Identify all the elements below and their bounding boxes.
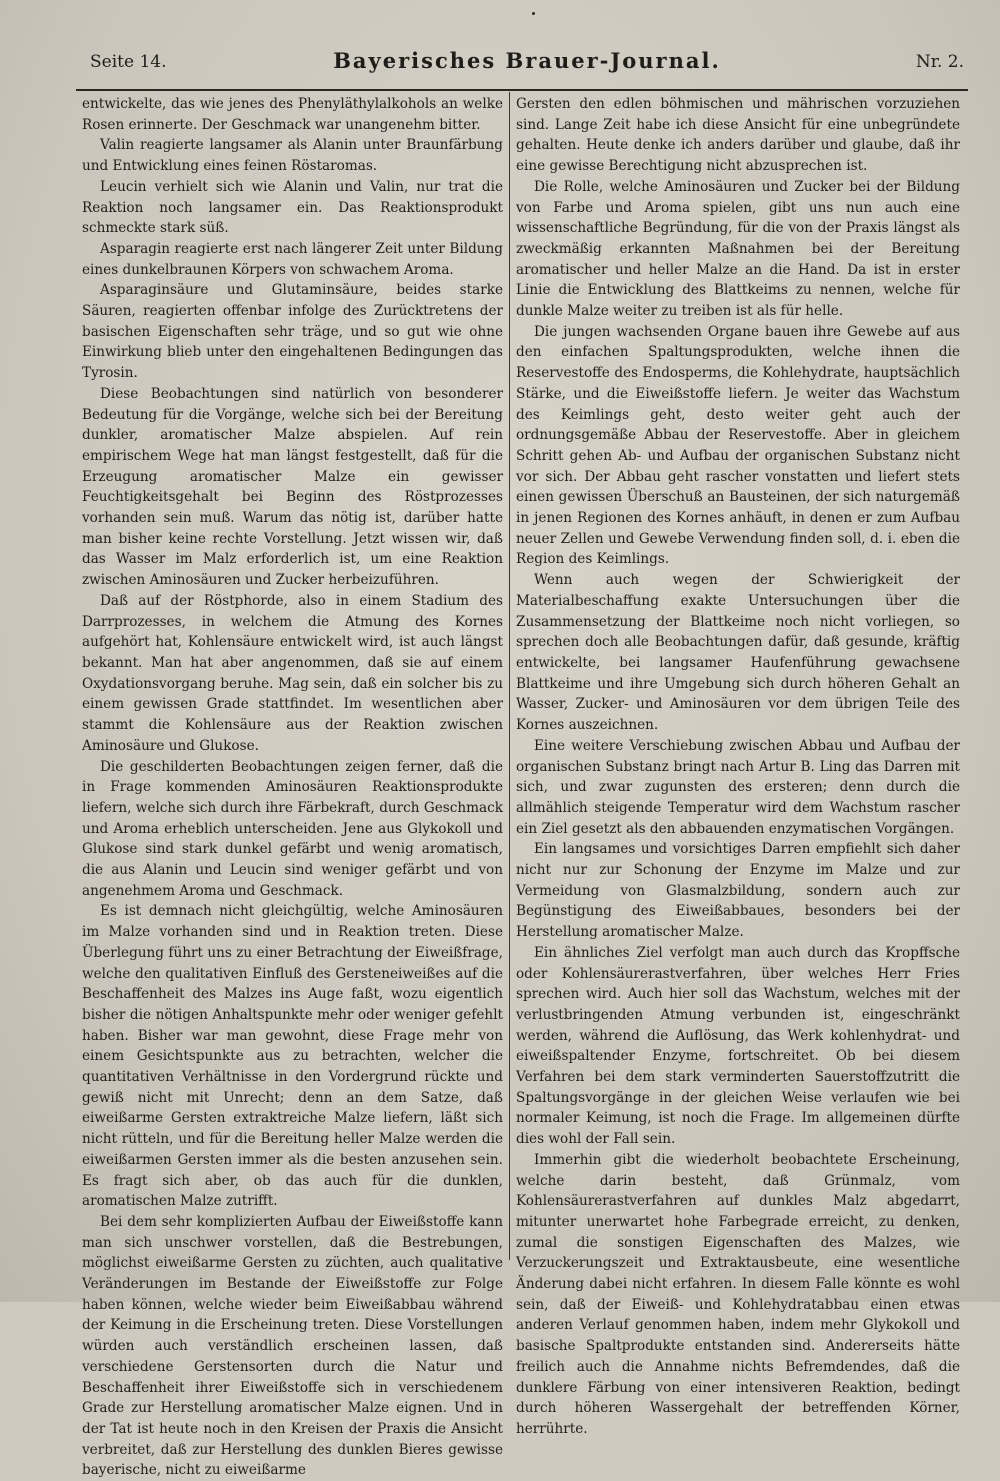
paragraph: Ein ähnliches Ziel verfolgt man auch durch das Kropffsche oder Kohlensäurerastverfahren, über welches Herr Fries sprechen wird. Auch hier soll das Wachstum, welches mit der verlustbringenden Atmung verbunden ist, eingeschränkt werden, während die Auflösung, das Werk kohlenhydrat- und eiweißspaltender Enzyme, fortschreitet. Ob bei diesem Verfahren bei dem stark verminderten Sauerstoffzutritt die Spaltungsvorgänge in der gleichen Weise verlaufen wie bei normaler Keimung, ist noch die Frage. Im allgemeinen dürfte dies wohl der Fall sein.: [516, 944, 960, 1148]
paragraph: Die geschilderten Beobachtungen zeigen ferner, daß die in Frage kommenden Aminosäuren Reaktionsprodukte liefern, welche sich durch ihre Färbekraft, durch Geschmack und Aroma erheblich unterscheiden. Jene aus Glykokoll und Glukose sind stark dunkel gefärbt und wenig aromatisch, die aus Alanin und Leucin sind weniger gefärbt und von angenehmem Aroma und Geschmack.: [82, 758, 503, 899]
paragraph: Valin reagierte langsamer als Alanin unter Braunfärbung und Entwicklung eines feinen Röstaromas.: [82, 137, 503, 175]
paragraph: Eine weitere Verschiebung zwischen Abbau und Aufbau der organischen Substanz bringt nach Artur B. Ling das Darren mit sich, und zwar zugunsten des ersteren; denn durch die allmählich steigende Temperatur wird dem Wachstum rascher ein Ziel gesetzt als den abbauenden enzymatischen Vorgängen.: [516, 737, 960, 837]
paragraph: Asparaginsäure und Glutaminsäure, beides starke Säuren, reagierten offenbar infolge des Zurücktretens der basischen Eigenschaften sehr träge, und so gut wie ohne Einwirkung blieb unter den eingehaltenen Bedingungen das Tyrosin.: [82, 282, 503, 382]
paragraph: Ein langsames und vorsichtiges Darren empfiehlt sich daher nicht nur zur Schonung der Enzyme im Malze und zur Vermeidung von Glasmalzbildung, sondern auch zur Begünstigung des Eiweißabbaues, besonders bei der Herstellung aromatischer Malze.: [516, 841, 960, 941]
paragraph: Bei dem sehr komplizierten Aufbau der Eiweißstoffe kann man sich unschwer vorstellen, daß die Bestrebungen, möglichst eiweißarme Gersten zu züchten, auch qualitative Veränderungen im Bestande der Eiweißstoffe zur Folge haben können, welche wieder beim Eiweißabbau während der Keimung in die Erscheinung treten. Diese Vorstellungen würden auch verständlich erscheinen lassen, daß verschiedene Gerstensorten durch die Natur und Beschaffenheit ihrer Eiweißstoffe sich in verschiedenem Grade zur Herstellung aromatischer Malze eignen. Und in der Tat ist heute noch in den Kreisen der Praxis die Ansicht verbreitet, daß zur Herstellung des dunklen Bieres gewisse bayerische, nicht zu eiweißarme: [82, 1213, 503, 1479]
paragraph: Daß auf der Röstphorde, also in einem Stadium des Darrprozesses, in welchem die Atmung des Kornes aufgehört hat, Kohlensäure entwickelt wird, ist auch längst bekannt. Man hat aber angenommen, daß sie auf einem Oxydationsvorgang beruhe. Mag sein, daß ein solcher bis zu einem gewissen Grade stattfindet. Im wesentlichen aber stammt die Kohlensäure aus der Reaktion zwischen Aminosäure und Glukose.: [82, 592, 503, 754]
paragraph: Leucin verhielt sich wie Alanin und Valin, nur trat die Reaktion noch langsamer ein. Das Reaktionsprodukt schmeckte stark süß.: [82, 178, 503, 237]
column-divider: [509, 92, 510, 1260]
paragraph: Wenn auch wegen der Schwierigkeit der Materialbeschaffung exakte Untersuchungen über die Zusammensetzung der Blattkeime noch nicht vorliegen, so sprechen doch alle Beobachtungen dafür, daß gesunde, kräftig entwickelte, bei langsamer Haufenführung gewachsene Blattkeime und ihre Umgebung sich durch höheren Gehalt an Wasser, Zucker- und Aminosäuren vor dem übrigen Teile des Kornes auszeichnen.: [516, 572, 960, 734]
page-number: Seite 14.: [90, 52, 167, 72]
paragraph: Es ist demnach nicht gleichgültig, welche Aminosäuren im Malze vorhanden sind und in Reaktion treten. Diese Überlegung führt uns zu einer Betrachtung der Eiweißfrage, welche den qualitativen Einfluß des Gersteneiweißes auf die Beschaffenheit des Malzes ins Auge faßt, wozu eigentlich bisher die nötigen Anhaltspunkte mehr oder weniger gefehlt haben. Bisher war man gewohnt, diese Frage mehr von einem Gesichtspunkte aus zu betrachten, welcher die quantitativen Verhältnisse in den Vordergrund rückte und gewiß nicht mit Unrecht; denn an dem Satze, daß eiweißarme Gersten extraktreiche Malze liefern, läßt sich nicht rütteln, und für die Bereitung heller Malze werden die eiweißarmen Gersten immer als die besten anzusehen sein. Es fragt sich aber, ob das auch für die dunklen, aromatischen Malze zutrifft.: [82, 903, 503, 1210]
page-header: [90, 46, 964, 82]
paragraph: Die Rolle, welche Aminosäuren und Zucker bei der Bildung von Farbe und Aroma spielen, gibt uns nun auch eine wissenschaftliche Begründung, für die von der Praxis längst als zweckmäßig erkannten Maßnahmen bei der Bereitung aromatischer und heller Malze an die Hand. Da ist in erster Linie die Entwicklung des Blattkeims zu nennen, welche für dunkle Malze weiter zu treiben ist als für helle.: [516, 178, 960, 320]
paragraph: Immerhin gibt die wiederholt beobachtete Erscheinung, welche darin besteht, daß Grünmalz, vom Kohlensäurerastverfahren auf dunkles Malz abgedarrt, mitunter unerwartet hohe Farbegrade erreicht, zu denken, zumal die sonstigen Eigenschaften des Malzes, wie Verzuckerungszeit und Extraktausbeute, eine wesentliche Änderung dabei nicht erfahren. In diesem Falle könnte es wohl sein, daß der Eiweiß- und Kohlehydratabbau einen etwas anderen Verlauf genommen haben, indem mehr Glykokoll und basische Spaltprodukte entstanden sind. Andererseits hätte freilich auch die Annahme nichts Befremdendes, daß die dunklere Färbung von einer intensiveren Reaktion, bedingt durch höheren Wassergehalt der betreffenden Körner, herrührte.: [516, 1151, 960, 1437]
paragraph: Asparagin reagierte erst nach längerer Zeit unter Bildung eines dunkelbraunen Körpers von schwachem Aroma.: [82, 240, 503, 278]
journal-title: Bayerisches Brauer-Journal.: [333, 48, 721, 73]
paragraph: entwickelte, das wie jenes des Phenyläthylalkohols an welke Rosen erinnerte. Der Geschmack war unangenehm bitter.: [82, 96, 503, 133]
header-rule: [76, 89, 968, 91]
left-column: [82, 94, 503, 1479]
paragraph: Die jungen wachsenden Organe bauen ihre Gewebe auf aus den einfachen Spaltungsprodukten, welche ihnen die Reservestoffe des Endosperms, die Kohlehydrate, hauptsächlich Stärke, und die Eiweißstoffe liefern. Je weiter das Wachstum des Keimlings geht, desto weiter geht auch der ordnungsgemäße Abbau der Reservestoffe. Aber in gleichem Schritt gehen Ab- und Aufbau der organischen Substanz nicht vor sich. Der Abbau geht rascher vonstatten und liefert stets einen gewissen Überschuß an Bausteinen, der sich naturgemäß in jenen Regionen des Kornes anhäuft, in denen er zum Aufbau neuer Zellen und Gewebe Verwendung finden soll, d. i. eben die Region des Keimlings.: [516, 323, 960, 568]
paragraph: Diese Beobachtungen sind natürlich von besonderer Bedeutung für die Vorgänge, welche sich bei der Bereitung dunkler, aromatischer Malze abspielen. Auf rein empirischem Wege hat man längst festgestellt, daß für die Erzeugung aromatischer Malze ein gewisser Feuchtigkeitsgehalt bei Beginn des Röstprozesses vorhanden sein muß. Warum das nötig ist, darüber hatte man bisher keine rechte Vorstellung. Jetzt wissen wir, daß das Wasser im Malz erforderlich ist, um eine Reaktion zwischen Aminosäuren und Zucker herbeizuführen.: [82, 385, 503, 589]
issue-number: Nr. 2.: [915, 52, 964, 72]
paragraph: Gersten den edlen böhmischen und mährischen vorzuziehen sind. Lange Zeit habe ich diese Ansicht für eine unbegründete gehalten. Heute denke ich anders darüber und glaube, daß ihr eine gewisse Berechtigung nicht abzusprechen ist.: [516, 96, 960, 175]
print-speck: [532, 12, 535, 15]
right-column: [516, 94, 960, 1437]
